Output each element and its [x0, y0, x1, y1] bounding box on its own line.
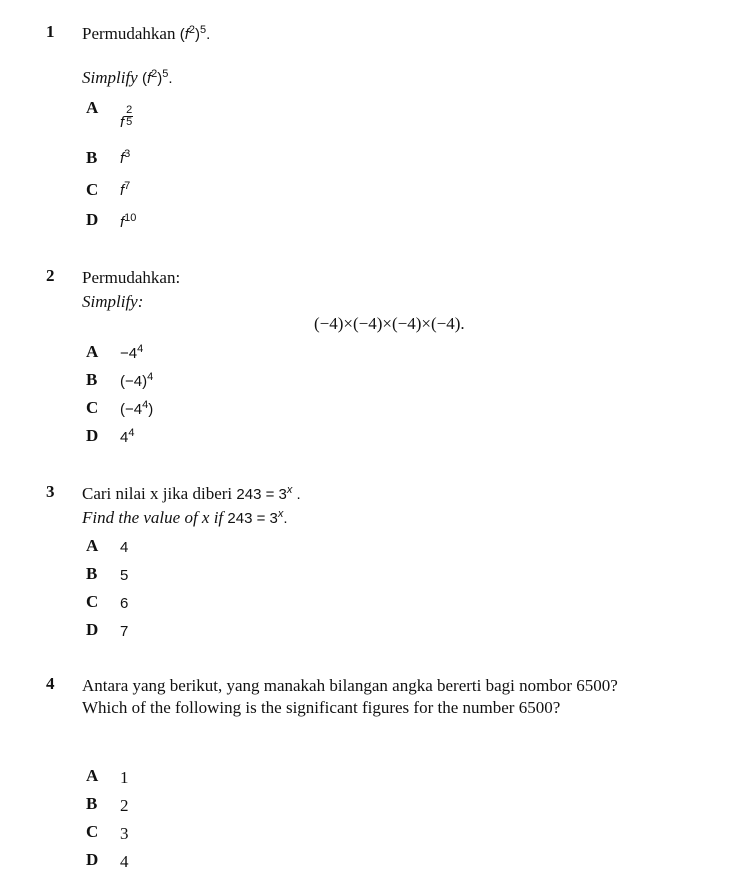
question-4-number: 4 [46, 674, 55, 693]
question-2-expression: (−4)×(−4)×(−4)×(−4). [314, 314, 465, 333]
option-value: 4 [120, 539, 129, 556]
option-value: $f^{10}$ [120, 212, 137, 231]
question-1-number: 1 [46, 22, 55, 41]
option-value: $-4^4$ [120, 343, 144, 362]
option-value: 5 [120, 567, 129, 584]
option-value: $f^3$ [120, 148, 131, 167]
option-letter: C [86, 398, 99, 417]
prompt-text: Simplify [82, 68, 138, 87]
expression: $(f^2)^5$. [179, 24, 211, 43]
question-2-prompt-en: Simplify: [82, 292, 144, 311]
option-letter: A [86, 536, 99, 555]
option-letter: D [86, 620, 99, 639]
option-letter: A [86, 342, 99, 361]
question-3-number: 3 [46, 482, 55, 501]
option-letter: B [86, 148, 98, 167]
option-letter: D [86, 210, 99, 229]
option-letter: C [86, 180, 99, 199]
option-value: 3 [120, 824, 129, 843]
option-letter: A [86, 98, 99, 117]
option-letter: D [86, 426, 99, 445]
equation: 243 = 3$^x$. [227, 508, 288, 527]
option-value: $4^4$ [120, 427, 135, 446]
option-letter: D [86, 850, 99, 869]
option-value: $(-4^4)$ [120, 399, 154, 418]
question-3-prompt-ms: Cari nilai x jika diberi 243 = 3$^x$ . [82, 484, 301, 503]
option-letter: A [86, 766, 99, 785]
equation: 243 = 3$^x$ . [236, 484, 301, 503]
option-value: $(-4)^4$ [120, 371, 154, 390]
question-1-prompt-ms [82, 24, 210, 44]
option-letter: C [86, 592, 99, 611]
option-value: 2 [120, 796, 129, 815]
option-letter: B [86, 794, 98, 813]
question-4-prompt-ms: Antara yang berikut, yang manakah bilangan angka bererti bagi nombor 6500? [82, 676, 618, 695]
option-value: 4 [120, 852, 129, 871]
question-3-prompt-en: Find the value of x if 243 = 3$^x$. [82, 508, 288, 527]
prompt-text: Permudahkan [82, 24, 176, 43]
question-4-prompt-en: Which of the following is the significant figures for the number 6500? [82, 698, 561, 717]
option-value: 7 [120, 623, 129, 640]
option-value: 1 [120, 768, 129, 787]
option-letter: C [86, 822, 99, 841]
expression: $(f^2)^5$. [141, 68, 173, 87]
question-2-number: 2 [46, 266, 55, 285]
question-1-prompt-en [82, 68, 173, 88]
option-value: $f^7$ [120, 180, 131, 199]
option-value: 6 [120, 595, 129, 612]
question-2-prompt-ms: Permudahkan: [82, 268, 181, 287]
option-letter: B [86, 370, 98, 389]
option-letter: B [86, 564, 98, 583]
option-value: f $\frac{2}{5}$ [120, 104, 133, 131]
